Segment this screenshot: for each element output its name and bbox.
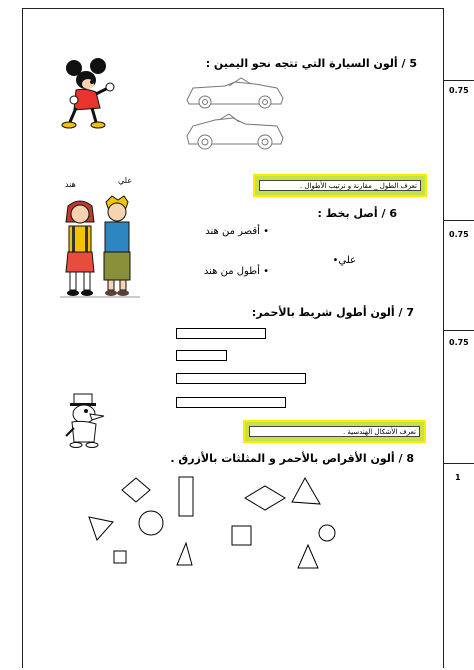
match-target-ali-label: علي	[338, 255, 356, 266]
match-item-shorter-label: أقصر من هند	[205, 226, 260, 237]
question-8: 8 / ألون الأقراص بالأحمر و المثلثات بالأزرق .	[170, 452, 414, 465]
match-item-taller-label: أطول من هند	[203, 266, 260, 277]
bullet-dot: •	[263, 266, 269, 277]
bullet-dot: •	[332, 255, 339, 266]
square-shape-rotated[interactable]	[122, 478, 150, 502]
score-q6: 0.75	[449, 230, 469, 239]
question-7: 7 / ألون أطول شريط بالأحمر:	[251, 306, 414, 319]
objective-length-text: تعرف الطول _ مقارنة و ترتيب الأطوال .	[259, 180, 421, 191]
triangle-shape[interactable]	[89, 517, 113, 540]
circle-shape[interactable]	[319, 525, 335, 541]
score-q7: 0.75	[449, 338, 469, 347]
triangle-shape[interactable]	[292, 478, 320, 504]
diamond-shape[interactable]	[245, 486, 285, 510]
score-q8: 1	[455, 473, 461, 482]
question-5: 5 / ألون السيارة التي تتجه نحو اليمين :	[205, 57, 417, 70]
square-shape-small[interactable]	[114, 551, 126, 563]
bullet-dot: •	[263, 226, 269, 237]
rectangle-shape-tall[interactable]	[179, 477, 193, 516]
square-shape[interactable]	[232, 526, 251, 545]
name-hind: هند	[65, 180, 76, 189]
triangle-shape[interactable]	[177, 543, 192, 565]
name-ali: علي	[118, 176, 133, 185]
objective-shapes-text: تعرف الأشكال الهندسية .	[249, 426, 420, 437]
question-6: 6 / أصل بخط :	[317, 207, 397, 220]
triangle-shape[interactable]	[298, 545, 318, 568]
circle-shape[interactable]	[139, 511, 163, 535]
score-q5: 0.75	[449, 86, 469, 95]
